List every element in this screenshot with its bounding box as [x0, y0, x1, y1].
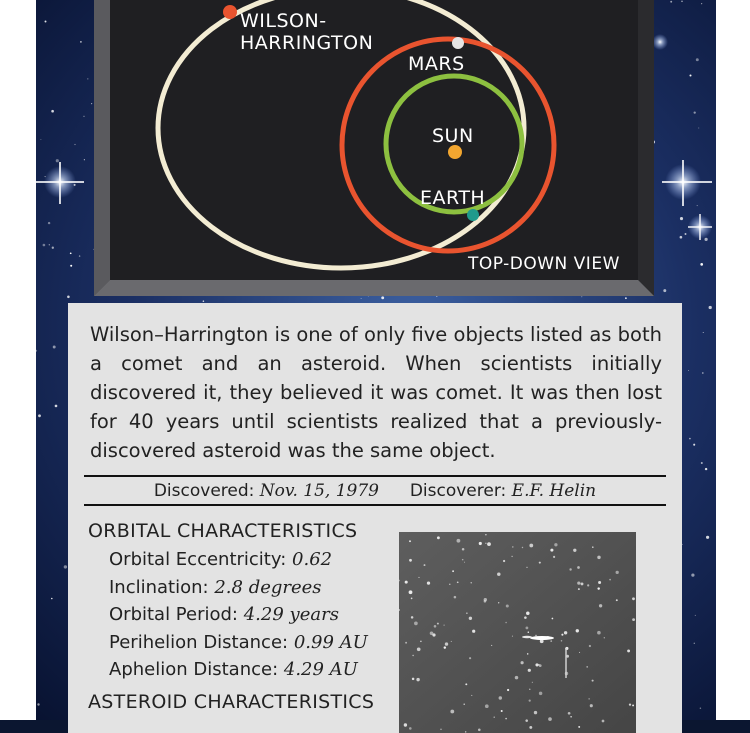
comet-streak-icon: [530, 636, 554, 640]
star-dot: [51, 598, 53, 600]
photo-star-dot: [550, 549, 553, 552]
star-dot: [40, 139, 41, 140]
label-mars: MARS: [408, 53, 465, 75]
photo-star-dot: [527, 653, 529, 655]
star-dot: [700, 263, 703, 266]
photo-star-dot: [604, 637, 605, 638]
star-dot: [55, 405, 58, 408]
star-dot: [703, 332, 704, 333]
photo-star-dot: [465, 683, 467, 685]
photo-star-dot: [550, 640, 552, 642]
photo-star-dot: [570, 716, 572, 718]
photo-star-dot: [498, 602, 499, 603]
label-sun: SUN: [432, 125, 474, 147]
asteroid-characteristics-heading: ASTEROID CHARACTERISTICS: [88, 691, 375, 713]
photo-star-dot: [578, 726, 580, 728]
star-dot: [694, 111, 696, 113]
photo-star-dot: [632, 618, 635, 621]
photo-star-dot: [629, 703, 631, 705]
photo-star-dot: [526, 567, 527, 568]
photo-star-dot: [463, 704, 464, 705]
photo-star-dot: [494, 717, 495, 718]
divider-bottom: [84, 504, 666, 506]
photo-star-dot: [471, 695, 472, 696]
photo-star-dot: [598, 581, 601, 584]
wilson-harrington-icon: [223, 5, 237, 19]
photo-star-dot: [412, 678, 415, 681]
photo-star-dot: [522, 547, 523, 548]
star-dot: [91, 103, 92, 104]
photo-star-dot: [443, 624, 444, 625]
star-dot: [79, 255, 80, 256]
photo-star-dot: [424, 564, 426, 566]
star-dot: [663, 289, 666, 292]
star-dot: [681, 0, 683, 2]
photo-star-dot: [512, 636, 513, 637]
photo-star-dot: [479, 542, 482, 545]
telescope-photo: [399, 532, 636, 733]
star-dot: [693, 444, 695, 446]
photo-star-dot: [469, 617, 472, 620]
photo-star-dot: [411, 598, 413, 600]
discovered-value: Nov. 15, 1979: [259, 481, 379, 501]
star-dot: [361, 298, 362, 299]
photo-star-dot: [484, 598, 487, 601]
list-item: [109, 546, 368, 574]
photo-star-dot: [526, 611, 530, 615]
perihelion-distance-value: 0.99 AU: [293, 631, 368, 653]
photo-star-dot: [471, 582, 472, 583]
star-dot: [691, 573, 694, 576]
star-dot: [670, 1, 672, 3]
orbit-diagram-svg: [94, 0, 654, 296]
photo-star-dot: [632, 597, 635, 600]
star-dot: [52, 247, 54, 249]
info-card: [68, 303, 682, 733]
star-dot: [80, 41, 82, 43]
photo-star-dot: [528, 669, 531, 672]
photo-star-dot: [414, 622, 418, 626]
photo-star-dot: [592, 546, 594, 548]
perihelion-distance-label: Perihelion Distance:: [109, 631, 289, 653]
photo-star-dot: [511, 556, 512, 557]
photo-star-dot: [569, 568, 571, 570]
photo-star-dot: [506, 604, 509, 607]
photo-star-dot: [599, 604, 602, 607]
photo-star-dot: [534, 711, 537, 714]
orbital-period-label: Orbital Period:: [109, 604, 238, 625]
photo-star-dot: [497, 572, 500, 575]
star-dot: [83, 116, 84, 117]
photo-star-dot: [409, 559, 412, 562]
discoverer-label: Discoverer:: [409, 481, 507, 501]
photo-star-dot: [616, 571, 619, 574]
photo-star-dot: [449, 584, 450, 585]
discovered-label: Discovered:: [153, 481, 255, 501]
star-dot: [70, 265, 72, 267]
photo-star-dot: [420, 641, 421, 642]
photo-star-dot: [405, 642, 407, 644]
photo-star-dot: [589, 698, 590, 699]
photo-star-dot: [464, 562, 465, 563]
photo-star-dot: [515, 676, 519, 680]
photo-star-dot: [501, 710, 503, 712]
photo-star-dot: [404, 723, 407, 726]
photo-star-dot: [478, 729, 481, 732]
star-dot: [35, 350, 37, 352]
earth-icon: [467, 209, 479, 221]
photo-star-dot: [597, 631, 601, 635]
photo-star-dot: [505, 718, 507, 720]
star-dot: [680, 236, 683, 239]
orbital-characteristics-list: [109, 546, 368, 684]
photo-star-dot: [409, 540, 411, 542]
photo-star-dot: [427, 581, 430, 584]
star-dot: [74, 144, 75, 145]
photo-star-dot: [535, 635, 536, 636]
sun-icon: [448, 145, 462, 159]
photo-star-dot: [454, 596, 457, 599]
photo-star-dot: [485, 704, 489, 708]
photo-star-dot: [444, 646, 446, 648]
bright-star-icon: [652, 34, 668, 50]
photo-star-dot: [491, 645, 492, 646]
star-dot: [706, 536, 709, 539]
photo-star-dot: [437, 536, 440, 539]
star-dot: [67, 296, 70, 299]
orbital-eccentricity-value: 0.62: [292, 549, 333, 570]
label-wilson-line-1: WILSON-: [240, 10, 327, 32]
photo-star-dot: [445, 642, 448, 645]
star-dot: [689, 74, 691, 76]
photo-star-dot: [529, 544, 533, 548]
photo-star-dot: [529, 699, 531, 701]
inclination-value: 2.8 degrees: [214, 576, 322, 598]
orbital-period-value: 4.29 years: [243, 604, 339, 625]
list-item: [109, 629, 368, 657]
star-dot: [625, 297, 627, 299]
photo-star-dot: [528, 631, 530, 633]
star-dot: [697, 205, 698, 206]
label-earth: EARTH: [420, 187, 486, 209]
photo-star-dot: [524, 616, 527, 619]
photo-star-dot: [462, 548, 465, 551]
aphelion-distance-value: 4.29 AU: [283, 659, 358, 680]
photo-star-dot: [418, 577, 419, 578]
photo-star-dot: [578, 588, 580, 590]
label-top-down-view: TOP-DOWN VIEW: [468, 254, 620, 274]
photo-star-dot: [616, 599, 618, 601]
star-dot: [51, 110, 54, 113]
star-dot: [701, 3, 702, 4]
photo-star-dot: [465, 731, 466, 732]
photo-star-dot: [577, 582, 580, 585]
photo-star-dot: [535, 663, 538, 666]
star-dot: [38, 414, 41, 417]
list-item: [109, 601, 368, 629]
photo-star-dot: [417, 647, 421, 651]
orbital-eccentricity-label: Orbital Eccentricity:: [109, 549, 287, 570]
photo-star-dot: [554, 543, 557, 546]
photo-star-dot: [487, 542, 491, 546]
photo-star-dot: [586, 666, 588, 668]
star-dot: [695, 615, 696, 616]
star-dot: [87, 78, 88, 79]
discovery-line: [84, 481, 666, 501]
photo-star-dot: [416, 678, 419, 681]
photo-star-dot: [597, 556, 600, 559]
photo-star-dot: [581, 582, 584, 585]
star-dot: [701, 462, 703, 464]
photo-star-dot: [592, 680, 594, 682]
photo-star-dot: [589, 645, 591, 647]
photo-star-dot: [561, 634, 563, 636]
photo-star-dot: [411, 616, 414, 619]
photo-star-dot: [405, 581, 408, 584]
star-dot: [84, 159, 85, 160]
photo-star-dot: [529, 689, 530, 690]
photo-star-dot: [505, 622, 507, 624]
list-item: [109, 574, 368, 602]
photo-star-dot: [539, 692, 542, 695]
photo-star-dot: [602, 720, 605, 723]
photo-star-dot: [576, 629, 579, 632]
photo-star-dot: [462, 559, 464, 561]
label-wilson-harrington: [240, 10, 373, 54]
photo-star-dot: [538, 664, 540, 666]
photo-star-dot: [450, 710, 454, 714]
aphelion-distance-label: Aphelion Distance:: [109, 659, 279, 680]
photo-star-dot: [409, 590, 413, 594]
discoverer-value: E.F. Helin: [511, 481, 597, 501]
star-dot: [203, 300, 205, 302]
photo-star-dot: [561, 640, 563, 642]
orbit-panel-background: [110, 0, 638, 280]
photo-star-dot: [552, 618, 554, 620]
photo-star-dot: [452, 570, 454, 572]
photo-star-dot: [548, 717, 552, 721]
photo-star-dot: [627, 649, 630, 652]
photo-star-dot: [451, 641, 452, 642]
star-dot: [45, 21, 47, 23]
photo-star-dot: [526, 627, 529, 630]
inclination-label: Inclination:: [109, 576, 209, 598]
photo-star-dot: [529, 726, 532, 729]
star-dot: [694, 643, 695, 644]
photo-star-dot: [539, 562, 541, 564]
photo-star-dot: [573, 549, 576, 552]
photo-star-dot: [432, 633, 435, 636]
photo-star-dot: [577, 566, 580, 569]
photo-star-dot: [472, 630, 475, 633]
photo-star-dot: [485, 534, 486, 535]
star-dot: [700, 707, 701, 708]
star-dot: [64, 565, 67, 568]
orbit-diagram: [94, 0, 654, 296]
star-dot: [689, 438, 691, 440]
photo-star-dot: [597, 587, 599, 589]
photo-star-dot: [503, 560, 505, 562]
photo-star-dot: [564, 631, 567, 634]
star-dot: [685, 233, 687, 235]
star-dot: [702, 372, 704, 374]
photo-star-dot: [457, 539, 461, 543]
star-dot: [680, 217, 683, 220]
star-dot: [37, 703, 39, 705]
star-dot: [53, 346, 56, 349]
orbital-characteristics-heading: ORBITAL CHARACTERISTICS: [88, 520, 358, 542]
photo-star-dot: [412, 655, 413, 656]
star-dot: [581, 296, 582, 297]
star-dot: [688, 370, 689, 371]
photo-star-dot: [579, 652, 580, 653]
star-dot: [70, 252, 72, 254]
photo-star-dot: [507, 689, 509, 691]
divider-top: [84, 475, 666, 477]
star-dot: [704, 238, 707, 241]
star-dot: [696, 58, 699, 61]
intro-paragraph: Wilson–Harrington is one of only five objects listed as both a comet and an asteroid. When scientists initially discovered it, they believed it was comet. It was then lost for 40 years until scientists realized that a previously-discovered asteroid was the same object.: [90, 323, 662, 462]
mars-icon: [452, 37, 464, 49]
photo-star-dot: [632, 704, 634, 706]
photo-star-dot: [469, 657, 471, 659]
star-dot: [48, 222, 50, 224]
label-wilson-line-2: HARRINGTON: [240, 32, 374, 54]
star-dot: [705, 468, 707, 470]
photo-star-dot: [532, 682, 533, 683]
photo-star-dot: [457, 581, 459, 583]
photo-star-dot: [609, 579, 611, 581]
star-dot: [49, 244, 50, 245]
photo-star-dot: [553, 556, 555, 558]
photo-star-dot: [587, 584, 589, 586]
star-dot: [709, 306, 712, 309]
photo-star-dot: [440, 728, 442, 730]
photo-star-dot: [409, 727, 412, 730]
photo-star-dot: [466, 613, 467, 614]
photo-star-dot: [434, 625, 437, 628]
photo-star-dot: [485, 543, 486, 544]
photo-star-dot: [568, 712, 571, 715]
photo-star-dot: [521, 661, 524, 664]
photo-star-dot: [437, 623, 439, 625]
star-dot: [698, 127, 699, 128]
photo-star-dot: [499, 696, 502, 699]
star-dot: [56, 159, 59, 162]
star-dot: [381, 296, 384, 299]
photo-star-dot: [590, 704, 593, 707]
star-dot: [43, 244, 46, 247]
list-item: [109, 656, 368, 684]
photo-star-dot: [512, 546, 514, 548]
